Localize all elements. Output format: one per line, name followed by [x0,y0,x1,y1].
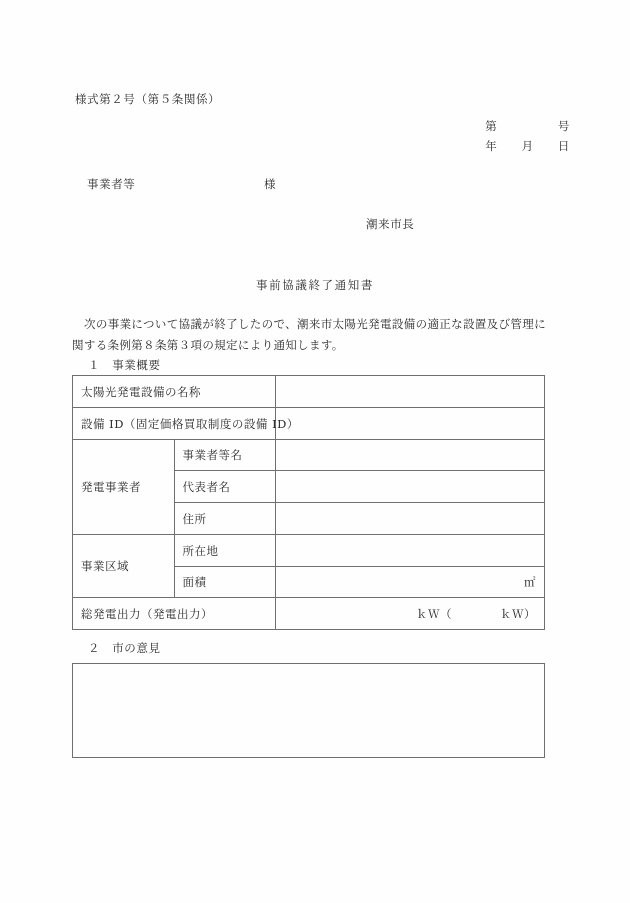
body-paragraph: 次の事業について協議が終了したので、潮来市太陽光発電設備の適正な設置及び管理に関する条例第８条第３項の規定により通知します。 [72,317,546,352]
addressee-label: 事業者等 [87,177,136,191]
document-date-field: 年 月 日 [485,139,570,153]
addressee-honorific: 様 [264,177,277,191]
form-number: 様式第２号（第５条関係） [75,92,221,106]
row-value-representative-name[interactable] [276,471,545,503]
row-label-project-area: 事業区域 [73,535,175,598]
row-value-area-size[interactable]: ㎡ [276,567,545,598]
document-title: 事前協議終了通知書 [256,278,374,292]
row-label-facility-id: 設備 ID（固定価格買取制度の設備 ID） [73,408,276,440]
table-row [73,535,545,567]
row-value-location[interactable] [276,535,545,567]
table-row [73,408,545,440]
row-sublabel-location: 所在地 [174,535,276,567]
row-sublabel-representative-name: 代表者名 [174,471,276,503]
row-value-facility-id[interactable] [276,408,545,440]
row-sublabel-area-size: 面積 [174,567,276,598]
document-number-field: 第 号 [485,119,570,133]
row-value-total-output[interactable]: ｋＷ（ ｋＷ） [276,598,545,630]
section-heading-project-overview: １ 事業概要 [88,358,161,372]
table-row [73,598,545,630]
row-value-facility-name[interactable] [276,376,545,408]
row-value-address[interactable] [276,503,545,535]
table-row [73,440,545,471]
row-value-operator-name[interactable] [276,440,545,471]
row-sublabel-address: 住所 [174,503,276,535]
table-row [73,376,545,408]
section-heading-city-opinion: ２ 市の意見 [88,641,161,655]
city-opinion-box[interactable] [72,663,545,758]
row-label-facility-name: 太陽光発電設備の名称 [73,376,276,408]
row-sublabel-operator-name: 事業者等名 [174,440,276,471]
row-label-power-operator: 発電事業者 [73,440,175,535]
issuer-name: 潮来市長 [366,217,415,231]
row-label-total-output: 総発電出力（発電出力） [73,598,276,630]
project-overview-table [72,375,545,630]
